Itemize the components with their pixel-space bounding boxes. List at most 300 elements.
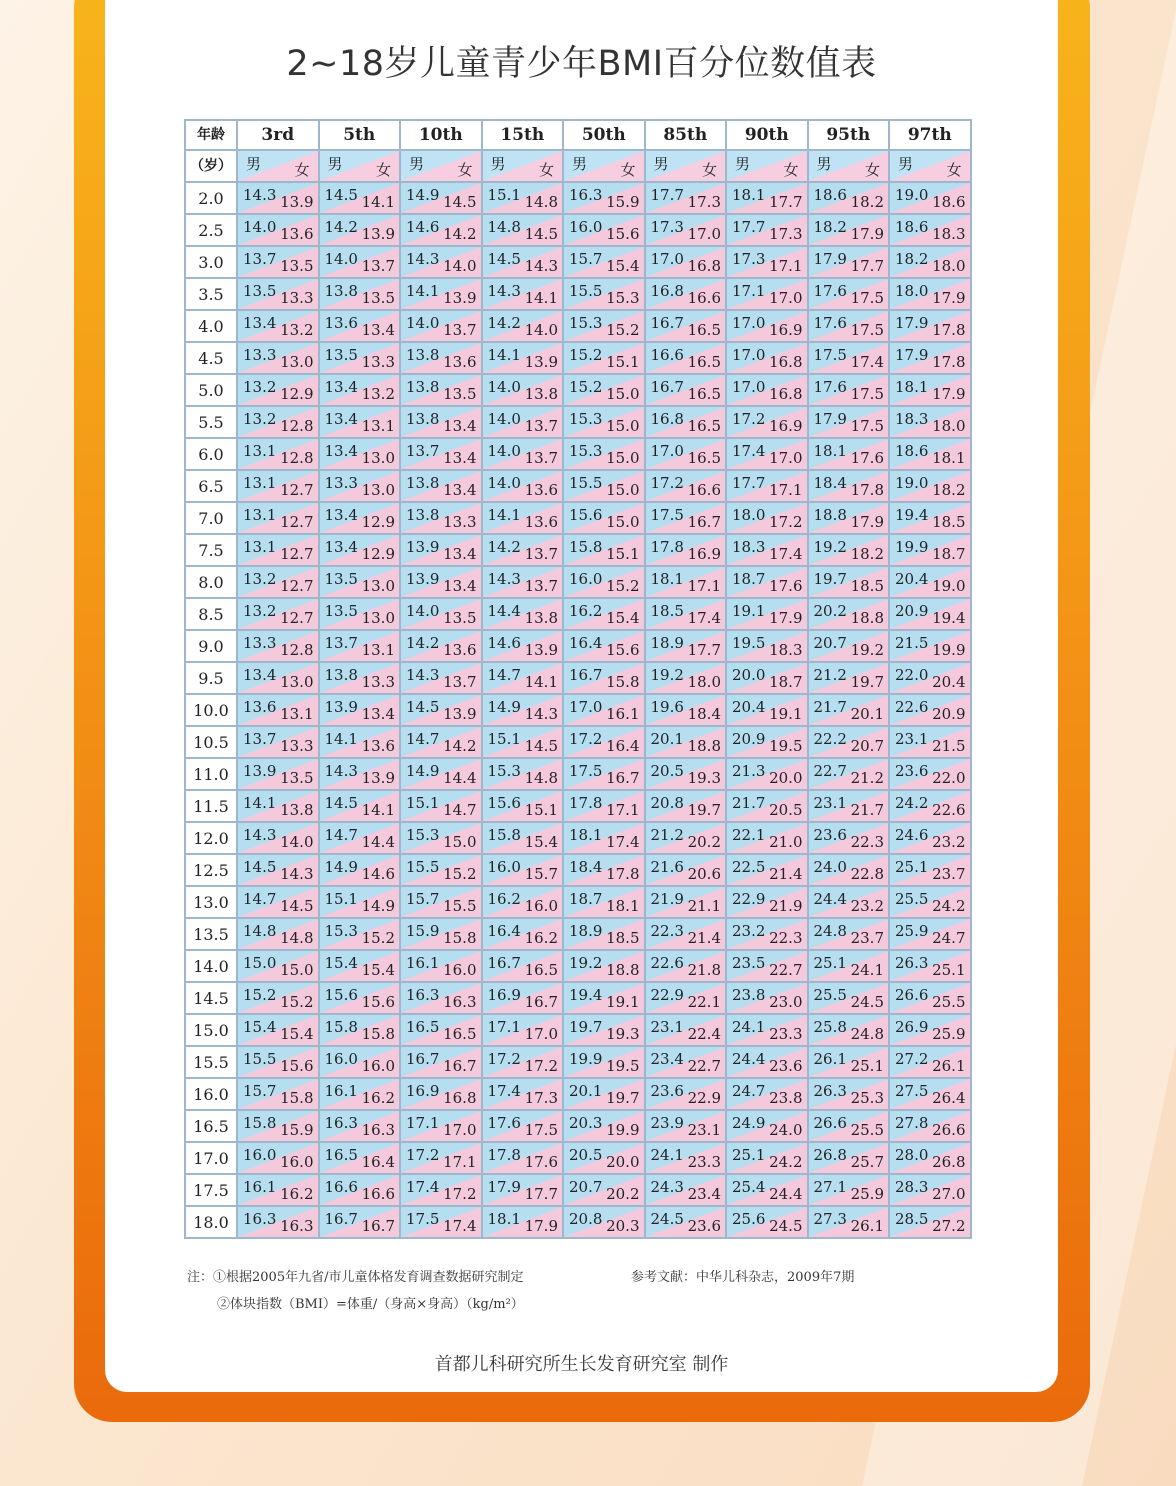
male-bmi-value: 24.3 [650,1178,684,1196]
female-bmi-value: 18.7 [769,673,803,691]
bmi-value-cell [808,598,890,630]
male-bmi-value: 14.9 [406,186,440,204]
bmi-value-cell [482,214,564,246]
bmi-value-cell [889,214,971,246]
male-bmi-value: 15.9 [406,922,440,940]
bmi-value-cell [482,854,564,886]
male-bmi-value: 13.4 [243,666,277,684]
bmi-value-cell [726,342,808,374]
bmi-value-cell [319,726,401,758]
male-bmi-value: 15.3 [406,826,440,844]
female-bmi-value: 23.3 [687,1153,721,1171]
male-bmi-value: 16.6 [650,346,684,364]
female-bmi-value: 20.5 [769,801,803,819]
male-bmi-value: 16.1 [406,954,440,972]
bmi-value-cell [563,406,645,438]
female-bmi-value: 17.3 [524,1089,558,1107]
male-bmi-value: 16.4 [569,634,603,652]
male-bmi-value: 17.8 [487,1146,521,1164]
bmi-value-cell [319,662,401,694]
male-bmi-value: 23.1 [895,730,929,748]
female-bmi-value: 20.4 [932,673,966,691]
male-bmi-value: 16.0 [324,1050,358,1068]
female-bmi-value: 16.2 [524,929,558,947]
male-bmi-value: 13.5 [243,282,277,300]
male-bmi-value: 13.8 [406,378,440,396]
male-bmi-value: 14.1 [487,346,521,364]
male-bmi-value: 14.1 [324,730,358,748]
female-bmi-value: 13.6 [443,641,477,659]
bmi-value-cell [482,310,564,342]
table-row [185,918,971,950]
male-bmi-value: 26.1 [813,1050,847,1068]
bmi-value-cell [237,374,319,406]
bmi-value-cell [400,598,482,630]
bmi-value-cell [563,1046,645,1078]
female-bmi-value: 16.4 [361,1153,395,1171]
table-row [185,822,971,854]
bmi-value-cell [726,1078,808,1110]
male-label: 男 [816,155,832,173]
bmi-value-cell [482,598,564,630]
table-row [185,502,971,534]
female-bmi-value: 13.3 [361,353,395,371]
female-bmi-value: 16.4 [606,737,640,755]
female-bmi-value: 16.5 [687,449,721,467]
sex-header-cell [482,150,564,182]
male-bmi-value: 14.3 [243,826,277,844]
female-bmi-value: 15.6 [280,1057,314,1075]
age-cell: 17.0 [185,1142,237,1174]
female-bmi-value: 21.9 [769,897,803,915]
male-bmi-value: 13.1 [243,506,277,524]
bmi-value-cell [726,662,808,694]
bmi-value-cell [563,246,645,278]
female-bmi-value: 16.7 [443,1057,477,1075]
female-bmi-value: 23.6 [769,1057,803,1075]
bmi-value-cell [808,1174,890,1206]
bmi-value-cell [237,406,319,438]
male-bmi-value: 18.0 [895,282,929,300]
male-bmi-value: 17.9 [895,314,929,332]
bmi-value-cell [563,182,645,214]
age-cell: 6.5 [185,470,237,502]
bmi-value-cell [726,598,808,630]
female-bmi-value: 15.8 [280,1089,314,1107]
male-bmi-value: 14.2 [406,634,440,652]
male-bmi-value: 13.7 [406,442,440,460]
bmi-value-cell [319,822,401,854]
female-bmi-value: 12.8 [280,641,314,659]
male-bmi-value: 18.6 [895,218,929,236]
bmi-value-cell [889,1078,971,1110]
female-bmi-value: 25.9 [850,1185,884,1203]
bmi-value-cell [726,854,808,886]
bmi-value-cell [889,374,971,406]
male-bmi-value: 21.7 [813,698,847,716]
bmi-value-cell [482,1078,564,1110]
male-bmi-value: 13.1 [243,538,277,556]
female-bmi-value: 20.2 [606,1185,640,1203]
male-bmi-value: 15.6 [569,506,603,524]
female-bmi-value: 16.8 [769,385,803,403]
female-bmi-value: 14.5 [443,193,477,211]
female-bmi-value: 17.1 [443,1153,477,1171]
bmi-value-cell [889,1014,971,1046]
male-bmi-value: 14.5 [487,250,521,268]
female-label: 女 [620,161,636,179]
bmi-value-cell [563,662,645,694]
female-bmi-value: 22.6 [932,801,966,819]
female-bmi-value: 21.7 [850,801,884,819]
table-row [185,214,971,246]
female-bmi-value: 13.0 [361,481,395,499]
bmi-value-cell [645,278,727,310]
bmi-value-cell [400,1078,482,1110]
bmi-value-cell [237,566,319,598]
male-bmi-value: 21.2 [650,826,684,844]
female-bmi-value: 26.8 [932,1153,966,1171]
female-bmi-value: 13.7 [524,577,558,595]
table-row [185,950,971,982]
bmi-value-cell [319,374,401,406]
bmi-value-cell [563,790,645,822]
age-cell: 14.5 [185,982,237,1014]
sex-header-cell [726,150,808,182]
male-bmi-value: 14.3 [406,666,440,684]
female-bmi-value: 24.2 [769,1153,803,1171]
female-bmi-value: 14.1 [524,673,558,691]
female-bmi-value: 26.1 [850,1217,884,1235]
bmi-value-cell [400,758,482,790]
bmi-value-cell [889,886,971,918]
bmi-value-cell [319,182,401,214]
bmi-value-cell [563,854,645,886]
bmi-table-body [185,182,971,1238]
female-bmi-value: 18.8 [687,737,721,755]
female-bmi-value: 16.5 [524,961,558,979]
male-bmi-value: 17.5 [406,1210,440,1228]
table-row [185,854,971,886]
bmi-value-cell [319,566,401,598]
female-bmi-value: 13.3 [280,289,314,307]
female-bmi-value: 17.5 [524,1121,558,1139]
male-bmi-value: 16.9 [406,1082,440,1100]
bmi-value-cell [726,1142,808,1174]
male-bmi-value: 14.0 [324,250,358,268]
age-cell: 2.5 [185,214,237,246]
male-bmi-value: 19.5 [732,634,766,652]
female-bmi-value: 15.2 [606,321,640,339]
female-bmi-value: 20.0 [769,769,803,787]
male-bmi-value: 17.2 [732,410,766,428]
male-bmi-value: 16.3 [406,986,440,1004]
female-bmi-value: 20.3 [606,1217,640,1235]
bmi-value-cell [645,950,727,982]
bmi-value-cell [563,470,645,502]
male-bmi-value: 18.6 [895,442,929,460]
bmi-value-cell [482,246,564,278]
female-bmi-value: 20.6 [687,865,721,883]
female-bmi-value: 15.1 [524,801,558,819]
female-bmi-value: 18.8 [850,609,884,627]
male-bmi-value: 18.4 [813,474,847,492]
male-bmi-value: 16.5 [406,1018,440,1036]
table-row [185,406,971,438]
bmi-value-cell [563,598,645,630]
female-bmi-value: 15.7 [524,865,558,883]
male-bmi-value: 15.8 [324,1018,358,1036]
male-bmi-value: 14.0 [406,314,440,332]
female-bmi-value: 13.8 [280,801,314,819]
bmi-value-cell [482,790,564,822]
male-bmi-value: 16.3 [324,1114,358,1132]
bmi-value-cell [482,566,564,598]
male-bmi-value: 17.2 [569,730,603,748]
male-bmi-value: 15.8 [487,826,521,844]
female-bmi-value: 13.9 [280,193,314,211]
bmi-value-cell [319,918,401,950]
bmi-value-cell [400,694,482,726]
male-bmi-value: 16.7 [487,954,521,972]
bmi-value-cell [645,406,727,438]
female-bmi-value: 17.8 [850,481,884,499]
female-bmi-value: 13.5 [443,385,477,403]
age-cell: 9.0 [185,630,237,662]
male-bmi-value: 17.9 [895,346,929,364]
bmi-value-cell [726,1206,808,1238]
female-bmi-value: 14.8 [524,193,558,211]
bmi-value-cell [645,726,727,758]
female-bmi-value: 18.8 [606,961,640,979]
female-bmi-value: 14.1 [361,193,395,211]
male-bmi-value: 15.6 [324,986,358,1004]
bmi-value-cell [482,1046,564,1078]
female-bmi-value: 13.9 [361,225,395,243]
female-bmi-value: 19.7 [687,801,721,819]
female-bmi-value: 13.7 [443,673,477,691]
bmi-value-cell [808,1046,890,1078]
bmi-value-cell [808,246,890,278]
female-label: 女 [946,161,962,179]
female-bmi-value: 18.3 [769,641,803,659]
female-bmi-value: 25.3 [850,1089,884,1107]
female-bmi-value: 16.3 [280,1217,314,1235]
bmi-value-cell [726,182,808,214]
bmi-value-cell [726,310,808,342]
bmi-value-cell [726,566,808,598]
female-bmi-value: 15.6 [606,225,640,243]
female-bmi-value: 23.6 [687,1217,721,1235]
female-bmi-value: 16.0 [361,1057,395,1075]
female-bmi-value: 16.7 [687,513,721,531]
table-row [185,694,971,726]
male-bmi-value: 13.9 [324,698,358,716]
bmi-value-cell [482,1142,564,1174]
male-bmi-value: 15.3 [569,410,603,428]
bmi-value-cell [808,342,890,374]
bmi-value-cell [482,630,564,662]
bmi-value-cell [808,758,890,790]
female-bmi-value: 14.5 [280,897,314,915]
percentile-header: 50th [563,120,645,150]
female-bmi-value: 16.9 [769,321,803,339]
female-bmi-value: 23.2 [850,897,884,915]
female-bmi-value: 21.4 [687,929,721,947]
male-bmi-value: 13.6 [324,314,358,332]
male-bmi-value: 23.6 [650,1082,684,1100]
percentile-header: 5th [319,120,401,150]
male-bmi-value: 14.1 [487,506,521,524]
male-bmi-value: 17.9 [813,250,847,268]
table-row [185,342,971,374]
female-bmi-value: 15.0 [606,417,640,435]
table-row [185,566,971,598]
female-label: 女 [294,161,310,179]
bmi-value-cell [726,246,808,278]
male-bmi-value: 14.1 [406,282,440,300]
bmi-value-cell [237,342,319,374]
male-bmi-value: 14.8 [487,218,521,236]
bmi-value-cell [482,502,564,534]
bmi-value-cell [400,662,482,694]
female-bmi-value: 15.0 [280,961,314,979]
bmi-value-cell [237,278,319,310]
age-cell: 13.0 [185,886,237,918]
male-bmi-value: 16.3 [243,1210,277,1228]
female-bmi-value: 18.1 [932,449,966,467]
bmi-value-cell [237,1078,319,1110]
female-bmi-value: 15.8 [443,929,477,947]
male-bmi-value: 20.4 [895,570,929,588]
male-bmi-value: 18.1 [732,186,766,204]
female-bmi-value: 14.3 [280,865,314,883]
female-bmi-value: 17.7 [769,193,803,211]
age-cell: 3.0 [185,246,237,278]
female-bmi-value: 17.1 [687,577,721,595]
male-bmi-value: 18.1 [487,1210,521,1228]
bmi-value-cell [808,918,890,950]
female-bmi-value: 15.4 [280,1025,314,1043]
female-bmi-value: 16.0 [443,961,477,979]
female-label: 女 [783,161,799,179]
bmi-value-cell [645,182,727,214]
note-2: ②体块指数（BMI）=体重/（身高×身高）（kg/m²） [217,1297,524,1312]
male-bmi-value: 14.0 [487,410,521,428]
bmi-value-cell [889,1110,971,1142]
bmi-value-cell [400,918,482,950]
male-bmi-value: 13.8 [324,666,358,684]
male-bmi-value: 13.9 [406,538,440,556]
bmi-value-cell [645,1206,727,1238]
male-bmi-value: 15.7 [243,1082,277,1100]
bmi-value-cell [889,822,971,854]
bmi-value-cell [563,374,645,406]
male-bmi-value: 14.9 [487,698,521,716]
male-label: 男 [653,155,669,173]
male-bmi-value: 23.2 [732,922,766,940]
male-bmi-value: 19.6 [650,698,684,716]
female-bmi-value: 15.4 [524,833,558,851]
female-bmi-value: 12.7 [280,481,314,499]
female-bmi-value: 16.3 [361,1121,395,1139]
bmi-value-cell [563,502,645,534]
male-bmi-value: 15.4 [324,954,358,972]
female-bmi-value: 17.9 [769,609,803,627]
female-bmi-value: 15.2 [443,865,477,883]
male-bmi-value: 14.3 [324,762,358,780]
female-bmi-value: 12.8 [280,417,314,435]
female-bmi-value: 13.6 [524,481,558,499]
percentile-header: 97th [889,120,971,150]
bmi-value-cell [237,1110,319,1142]
female-bmi-value: 26.1 [932,1057,966,1075]
female-bmi-value: 13.9 [443,289,477,307]
male-bmi-value: 17.0 [650,442,684,460]
bmi-value-cell [645,694,727,726]
male-bmi-value: 16.5 [324,1146,358,1164]
table-row [185,278,971,310]
male-bmi-value: 18.3 [732,538,766,556]
bmi-value-cell [726,694,808,726]
female-bmi-value: 21.8 [687,961,721,979]
male-bmi-value: 18.6 [813,186,847,204]
female-bmi-value: 20.0 [606,1153,640,1171]
bmi-value-cell [808,726,890,758]
bmi-value-cell [563,886,645,918]
male-bmi-value: 22.9 [732,890,766,908]
bmi-value-cell [237,214,319,246]
note-1: 注：①根据2005年九省/市儿童体格发育调查数据研究制定 [187,1270,524,1285]
female-bmi-value: 16.5 [443,1025,477,1043]
female-bmi-value: 22.7 [687,1057,721,1075]
male-bmi-value: 14.2 [487,314,521,332]
female-bmi-value: 13.9 [361,769,395,787]
bmi-value-cell [400,438,482,470]
bmi-value-cell [400,854,482,886]
female-bmi-value: 13.0 [280,673,314,691]
bmi-value-cell [319,470,401,502]
female-bmi-value: 26.6 [932,1121,966,1139]
female-bmi-value: 13.0 [280,353,314,371]
male-bmi-value: 15.1 [406,794,440,812]
bmi-value-cell [808,950,890,982]
bmi-value-cell [563,214,645,246]
female-bmi-value: 19.1 [769,705,803,723]
bmi-value-cell [808,790,890,822]
female-bmi-value: 13.4 [443,417,477,435]
female-bmi-value: 20.1 [850,705,884,723]
bmi-value-cell [319,1142,401,1174]
bmi-value-cell [482,694,564,726]
female-bmi-value: 15.2 [606,577,640,595]
bmi-value-cell [889,246,971,278]
bmi-value-cell [400,534,482,566]
male-bmi-value: 16.7 [569,666,603,684]
bmi-value-cell [726,374,808,406]
male-bmi-value: 15.5 [569,474,603,492]
bmi-value-cell [563,534,645,566]
female-bmi-value: 13.5 [280,769,314,787]
percentile-header: 10th [400,120,482,150]
age-cell: 9.5 [185,662,237,694]
male-bmi-value: 20.9 [732,730,766,748]
male-bmi-value: 22.6 [650,954,684,972]
female-bmi-value: 25.5 [932,993,966,1011]
bmi-value-cell [482,342,564,374]
female-bmi-value: 14.2 [443,737,477,755]
bmi-value-cell [400,1046,482,1078]
